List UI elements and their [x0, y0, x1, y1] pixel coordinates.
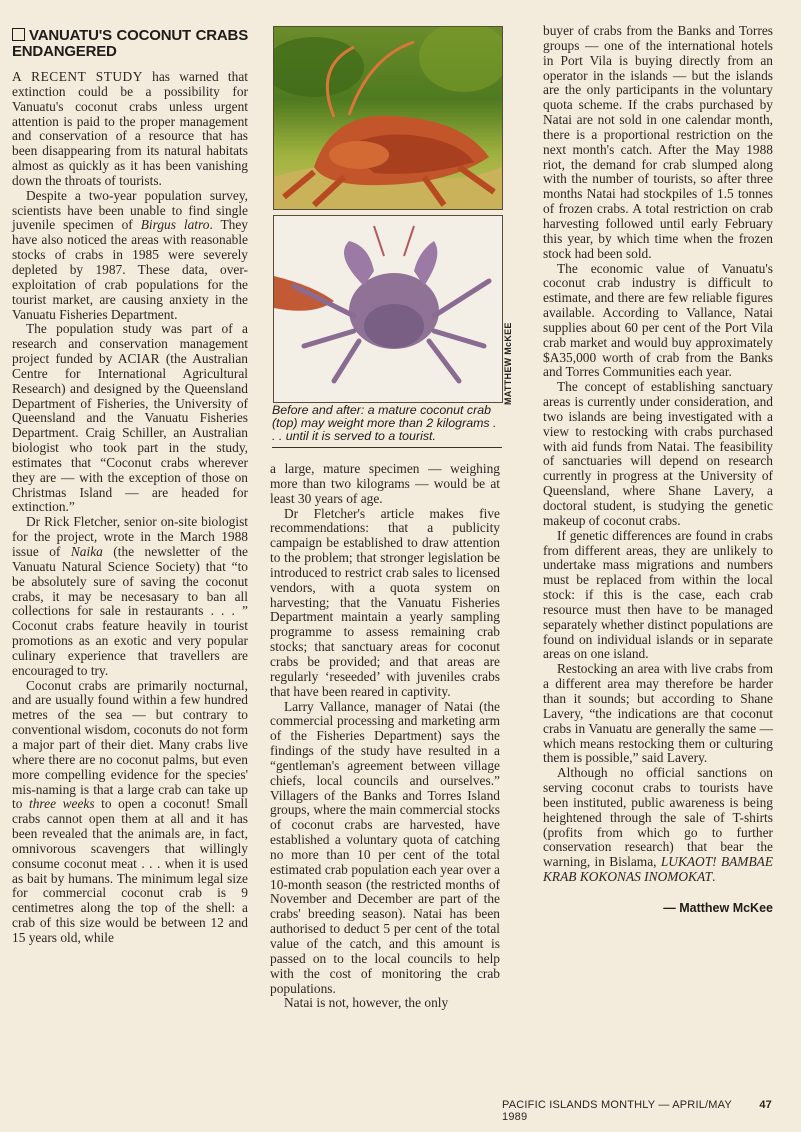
- italic-term: Naika: [70, 544, 103, 559]
- paragraph-text: Despite a two-year population survey, scientists have been unable to find single juvenile specimen of: [12, 187, 248, 233]
- paragraph-text: The population study was part of a research and conservation management project funded by ACIAR (the Australian Centre for International Agricultural Research) and designed by the Queensland Department of Fisheries, the University of Queensland and the Vanuatu Fisheries Department. Craig Schiller, an Australian biologist who took part in the study, estimates that “Coconut crabs wherever they are — with the exception of those on Christmas Island — are headed for extinction.”: [12, 321, 248, 515]
- article-paragraph: [543, 529, 773, 663]
- paragraph-text: Coconut crabs are primarily nocturnal, and are usually found within a few hundred metres of the sea — but contrary to conventional wisdom, coconuts do not form a major part of their diet. Many crabs live where there are no coconut palms, but even more compelling evidence for the species' mis-naming is that a large crab can take up to: [12, 677, 248, 812]
- paragraph-text-continued: .: [712, 869, 716, 885]
- live-crab-illustration: [274, 27, 502, 209]
- cooked-crab-illustration: [274, 216, 502, 402]
- paragraph-text: Dr Rick Fletcher, senior on-site biologist for the project, wrote in the March 1988 issue of: [12, 514, 248, 559]
- article-column-2: [270, 462, 500, 1011]
- article-paragraph: [12, 679, 248, 946]
- publication-name: PACIFIC ISLANDS MONTHLY — APRIL/MAY 1989: [502, 1099, 732, 1123]
- paragraph-text-continued: . They have also noticed the areas with reasonable stocks of crabs in 1985 were severely depleted by 1987. These data, over-exploitation of crab populations for the tourist market, are causing anxiety in the Vanuatu Fisheries Department.: [12, 217, 249, 322]
- page-number: 47: [759, 1099, 772, 1111]
- article-paragraph: [270, 507, 500, 700]
- italic-term: Birgus latro: [140, 217, 210, 233]
- article-paragraph: [270, 700, 500, 997]
- article-paragraph: [270, 462, 500, 507]
- article-paragraph: [543, 662, 773, 766]
- headline-checkbox-icon: [12, 28, 25, 41]
- coconut-crab-live-photo: [273, 26, 503, 210]
- article-paragraph: [543, 24, 773, 262]
- page-footer: [502, 1099, 772, 1123]
- paragraph-text: The concept of establishing sanctuary areas is currently under consideration, and two islands are being investigated with a view to restocking with crabs purchased with aid funds from Natai. The feasibility of sanctuaries will depend on research currently in progress at the University of Queensland, where Shane Lavery, a doctoral student, is studying the genetic makeup of coconut crabs.: [543, 379, 773, 528]
- column-1-body: [12, 70, 248, 946]
- photo-credit: MATTHEW McKEE: [503, 322, 513, 405]
- headline-text: VANUATU'S COCONUT CRABS ENDANGERED: [12, 27, 248, 60]
- column-2-body: [270, 462, 500, 1011]
- paragraph-text: buyer of crabs from the Banks and Torres groups — one of the international hotels in Port Vila is buying directly from an operator in the islands — but the islands are the only participants in the voluntary quota scheme. If the crabs purchased by Natai are not sold in one calendar month, there is a proportional restriction on the next month's catch. After the May 1988 riot, the demand for crab slumped along with the number of tourists, so after three months Natai had stockpiles of 1.5 tonnes of frozen crabs. A total restriction on crab harvesting followed until early February this year, by which time when the frozen stock had been sold.: [543, 23, 773, 261]
- photo-caption: Before and after: a mature coconut crab (top) may weight more than 2 kilograms . . . until it is served to a tourist.: [272, 404, 502, 448]
- article-paragraph: [270, 996, 500, 1011]
- article-paragraph: [543, 380, 773, 528]
- article-column-1: [12, 24, 248, 946]
- paragraph-text-continued: to open a coconut! Small crabs cannot open them at all and it has been revealed that the animals are, in fact, omnivorous scavengers that willingly consume coconut meat . . . when it is used as bait by humans. The minimum legal size for commercial coconut crab is 9 centimetres along the top of the shell: a crab of this size would be between 12 and 15 years old, while: [12, 796, 248, 945]
- paragraph-text: Natai is not, however, the only: [284, 995, 449, 1011]
- article-paragraph: [12, 515, 248, 678]
- article-paragraph: [12, 189, 248, 323]
- article-paragraph: [543, 766, 773, 885]
- italic-term: three weeks: [29, 796, 95, 812]
- paragraph-text: If genetic differences are found in crabs from different areas, they are unlikely to undertake mass migrations and numbers must be replaced from within the local stock: if this is the case, each crab resource must then have to be managed separately whether distinct populations are found on individual islands or in separate areas on one island.: [543, 527, 773, 662]
- article-paragraph: [12, 70, 248, 189]
- article-column-3: [543, 24, 773, 916]
- paragraph-text: Larry Vallance, manager of Natai (the commercial processing and marketing arm of the Fisheries Department) says the findings of the study have resulted in a “gentleman's agreement between village chiefs, local councils and ourselves.” Villagers of the Banks and Torres Island groups, where the main commercial stocks of coconut crabs are harvested, have established a voluntary quota of catching no more than 10 per cent of the total estimated crab population each year over a 10-month season (the restricted months of November and December are part of the crabs' breeding season). Natai has been authorised to deduct 5 per cent of the total value of the catch, and this amount is passed on to the local councils to help with the cost of monitoring the crab populations.: [270, 698, 500, 996]
- paragraph-text-continued: (the newsletter of the Vanuatu Natural Science Society) that “to be absolutely sure of saving the coconut crabs, it may be necesasary to ban all collections for sale in restaurants . . . ” Coconut crabs feature heavily in tourist promotions as an exotic and very popular culinary experience that travellers are encouraged to try.: [12, 544, 248, 678]
- paragraph-text: Restocking an area with live crabs from a different area may therefore be harder than it sounds; but according to Shane Lavery, “the indications are that coconut crabs in Vanuatu are generally the same — which means restocking them or culturing them is possible,” said Lavery.: [543, 661, 773, 766]
- article-paragraph: [543, 262, 773, 381]
- paragraph-text: Although no official sanctions on serving coconut crabs to tourists have been instituted, public awareness is being heightened through the sale of T-shirts (profits from which go to further conservation research) that bear the warning, in Bislama,: [543, 765, 773, 870]
- column-3-body: [543, 24, 773, 885]
- lead-in-text: A RECENT STUDY: [12, 69, 143, 84]
- article-paragraph: [12, 322, 248, 515]
- article-byline: — Matthew McKee: [663, 900, 773, 915]
- paragraph-text: a large, mature specimen — weighing more than two kilograms — would be at least 30 years of age.: [270, 461, 500, 506]
- paragraph-text: The economic value of Vanuatu's coconut crab industry is difficult to estimate, and there are few reliable figures available. According to Vallance, Natai supplies about 60 per cent of the Port Vila crab market and would buy approximately $A35,000 worth of crab from the Banks and Torres Communities each year.: [543, 260, 773, 380]
- italic-term: LUKAOT! BAMBAE KRAB KOKONAS INOMOKAT: [543, 854, 773, 885]
- article-headline: [12, 28, 248, 60]
- coconut-crab-cooked-photo: [273, 215, 503, 403]
- paragraph-text: Dr Fletcher's article makes five recommendations: that a publicity campaign be established to draw attention to the problem; that stronger legislation be introduced to restrict crab sales to licensed vendors, with a quota system on harvesting; that the Vanuatu Fisheries Department maintain a yearly sampling programme to assess remaining crab stocks; that sanctuary areas for coconut crabs be provided; and that areas are regularly ‘reseeded’ with juveniles crabs that have been reared in captivity.: [270, 505, 500, 699]
- paragraph-text: has warned that extinction could be a possibility for Vanuatu's coconut crabs unless urgent attention is paid to the proper management and conservation of a resource that has been disappearing from its natural habitats almost as quickly as it has been vanishing down the throats of tourists.: [12, 69, 248, 188]
